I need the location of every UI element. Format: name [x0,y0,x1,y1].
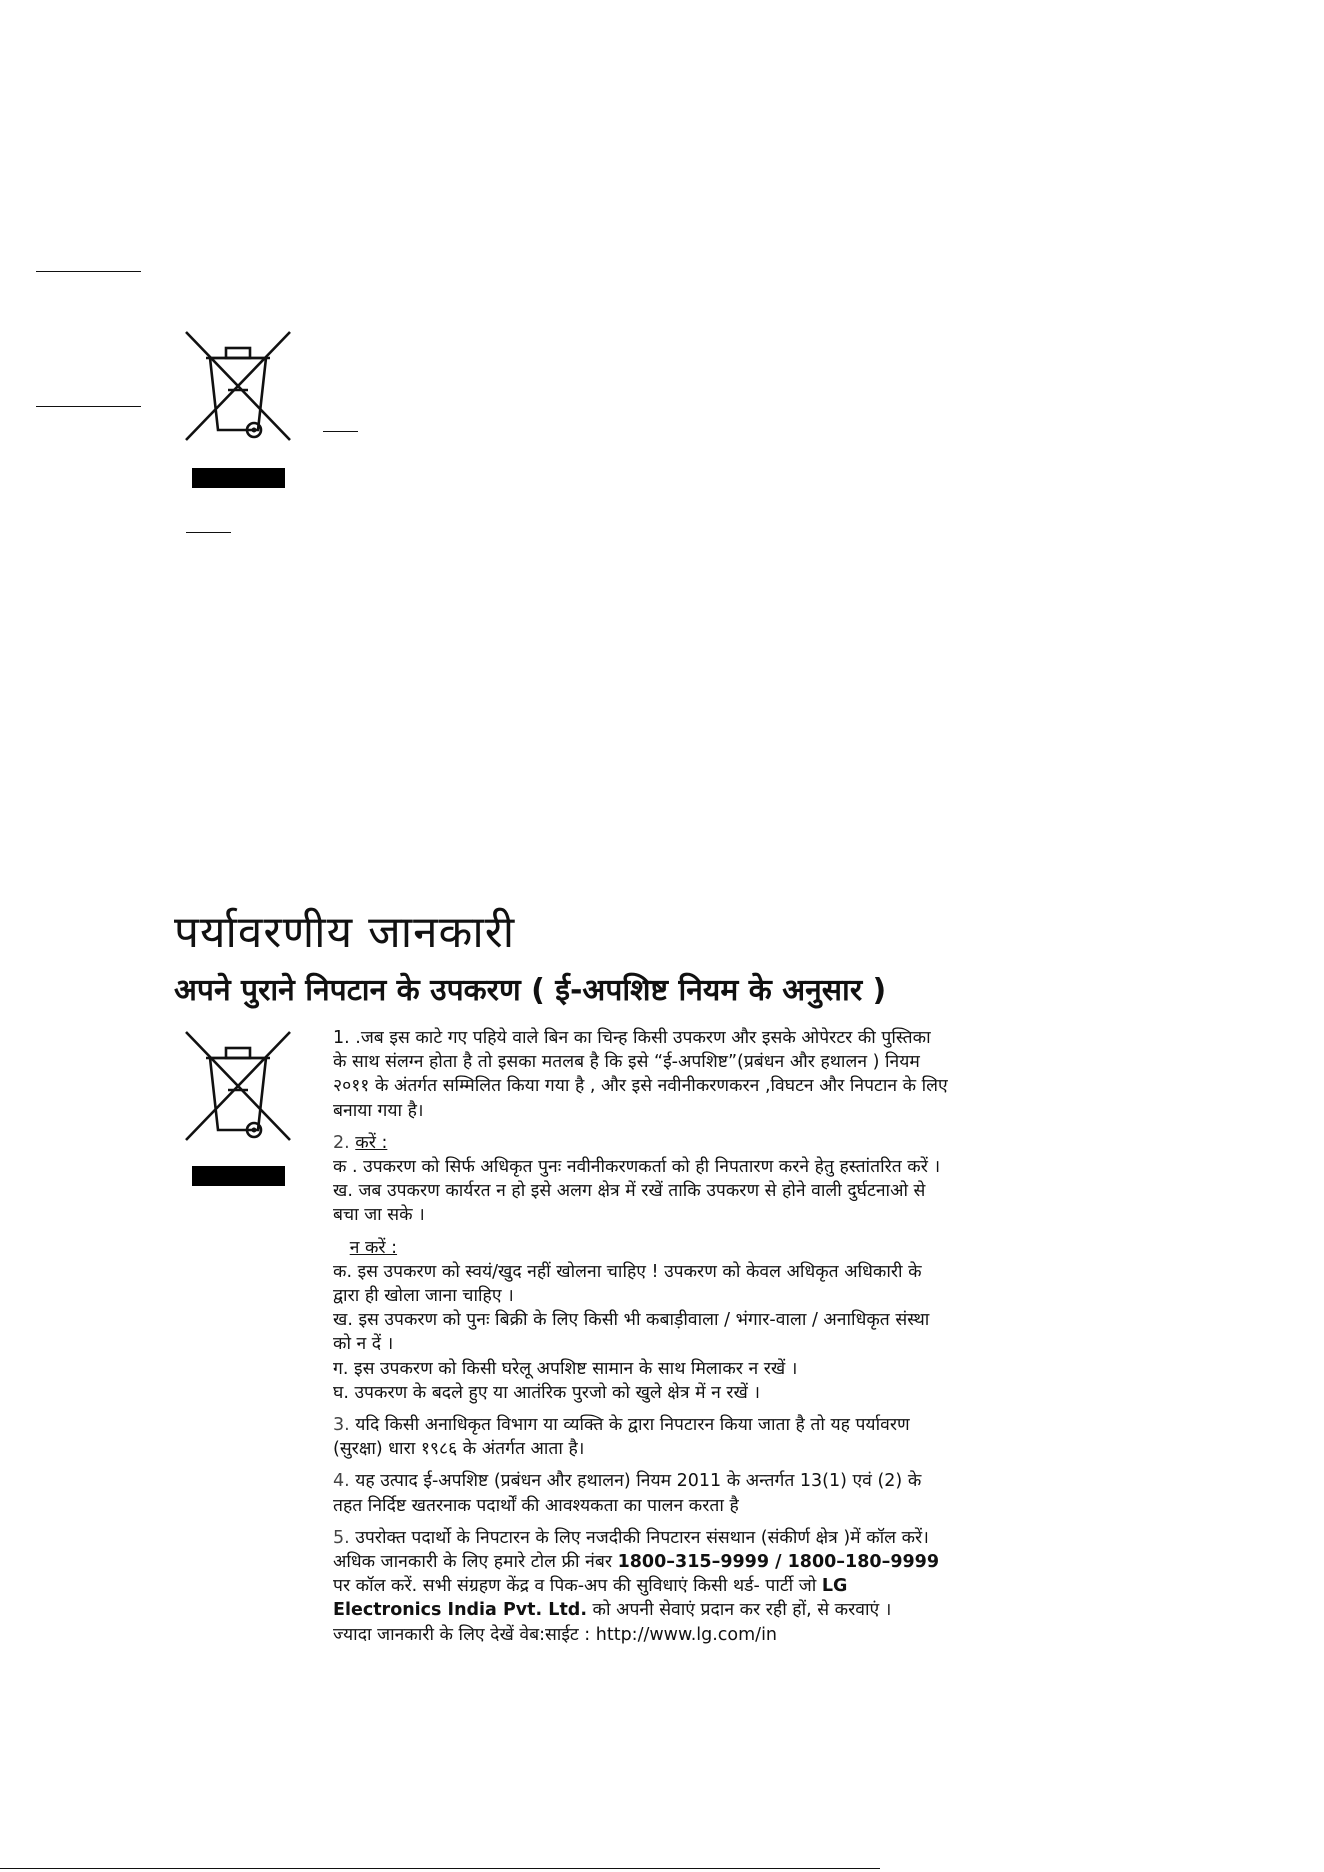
p4-text: यह उत्पाद ई-अपशिष्ट (प्रबंधन और हथालन) नियम 2011 के अन्तर्गत 13(1) एवं (2) के तहत निर्दिष्ट खतरनाक पदार्थों की आवश्यकता का पालन करता है [333,1471,922,1516]
donts-item-d: घ. उपकरण के बदले हुए या आतंरिक पुरजो को खुले क्षेत्र में न रखें । [333,1382,761,1403]
website-line: ज्यादा जानकारी के लिए देखें वेब:साईट : http://www.lg.com/in [333,1624,778,1645]
donts-item-b: ख. इस उपकरण को पुनः बिक्री के लिए किसी भी कबाड़ीवाला / भंगार-वाला / अनाधिकृत संस्था को न दें । [333,1310,930,1355]
paragraph-3 [333,1413,948,1461]
paragraph-1: 1. .जब इस काटे गए पहिये वाले बिन का चिन्ह किसी उपकरण और इसके ओपेरटर की पुस्तिका के साथ संलग्न होता है तो इसका मतलब है कि इसे “ई-अपशिष्ट”(प्रबंधन और हथालन ) नियम २०११ के अंतर्गत सम्मिलित किया गया है , और इसे नवीनीकरणकरन ,विघटन और निपटान के लिए बनाया गया है। [333,1028,948,1121]
black-bar [192,1166,285,1186]
dos-item-a: क . उपकरण को सिर्फ अधिकृत पुनः नवीनीकरणकर्ता को ही निपतारण करने हेतु हस्तांतरित करें । [333,1157,941,1178]
p5-number: 5. [333,1527,350,1548]
page-title: पर्यावरणीय जानकारी [174,907,516,958]
toll-free-numbers: 1800–315–9999 / 1800–180–9999 [617,1552,940,1573]
p5-text-a: उपरोक्त पदार्थो के निपटारन के लिए नजदीकी निपटारन संसथान (संकीर्ण क्षेत्र )में कॉल करें। अधिक जानकारी के लिए हमारे टोल फ्री नंबर [333,1527,929,1573]
p3-text: यदि किसी अनाधिकृत विभाग या व्यक्ति के द्वारा निपटारन किया जाता है तो यह पर्यावरण (सुरक्षा) धारा १९८६ के अंतर्गत आता है। [333,1415,910,1460]
short-rule [186,532,231,533]
left-margin-rule-top [36,271,141,272]
paragraph-4 [333,1469,948,1517]
crossed-out-wheelie-bin-icon [182,1030,294,1148]
p3-number: 3. [333,1415,350,1436]
dos-item-b: ख. जब उपकरण कार्यरत न हो इसे अलग क्षेत्र में रखें ताकि उपकरण से होने वाली दुर्घटनाओ से बचा जा सके । [333,1181,926,1226]
paragraph-5 [333,1526,948,1623]
company-name: LG Electronics India Pvt. Ltd. [333,1576,848,1621]
section-subtitle: अपने पुराने निपटान के उपकरण ( ई-अपशिष्ट नियम के अनुसार ) [174,973,887,1008]
crossed-out-wheelie-bin-icon [182,330,294,448]
p5-text-b: पर कॉल करें. सभी संग्रहण केंद्र व पिक-अप की सुविधाएं किसी थर्ड- पार्टी जो [333,1576,822,1597]
donts-heading-line [333,1236,948,1260]
short-rule [323,431,358,432]
page-bottom-rule [0,1868,880,1869]
dos-number: 2. [333,1132,350,1153]
disposal-instructions [333,1026,948,1647]
donts-item-a: क. इस उपकरण को स्वयं/खुद नहीं खोलना चाहिए ! उपकरण को केवल अधिकृत अधिकारी के द्वारा ही खोला जाना चाहिए । [333,1261,922,1307]
left-margin-rule-bottom [36,406,141,407]
dos-heading-line [333,1131,948,1155]
black-bar [192,468,285,488]
p5-text-c: को अपनी सेवाएं प्रदान कर रही हों, से करवाएं । [586,1600,892,1621]
donts-heading: न करें : [349,1237,398,1258]
dos-heading: करें : [355,1132,388,1153]
donts-item-c: ग. इस उपकरण को किसी घरेलू अपशिष्ट सामान के साथ मिलाकर न रखें । [333,1358,798,1379]
p4-number: 4. [333,1471,350,1492]
